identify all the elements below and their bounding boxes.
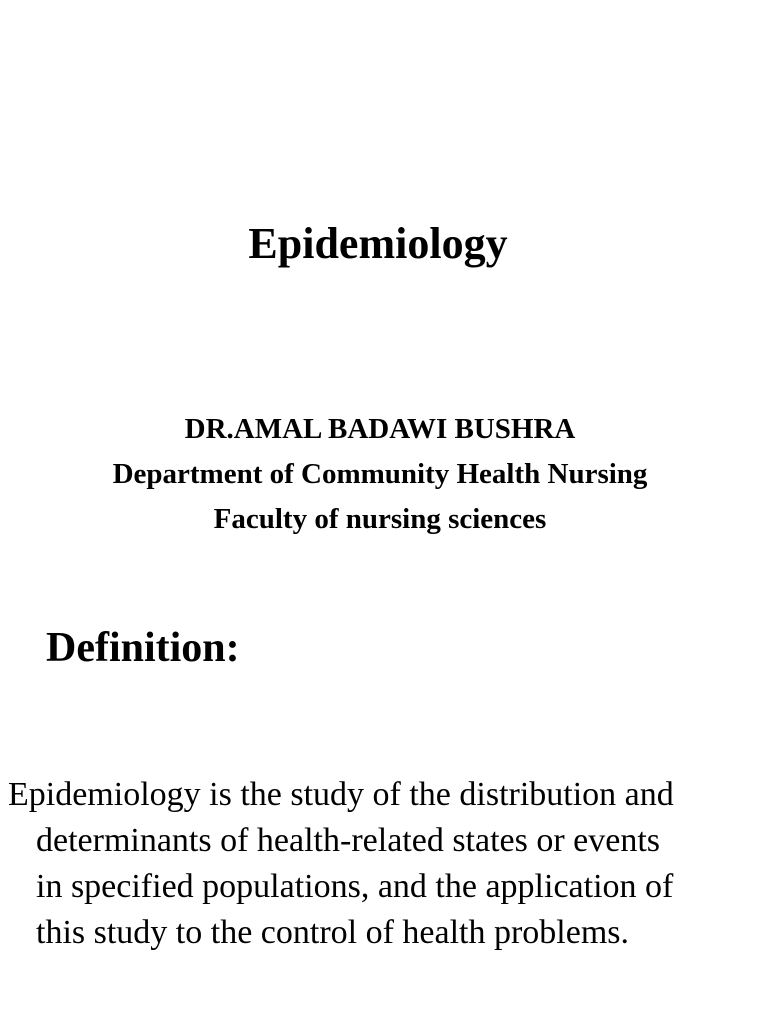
author-block (0, 407, 760, 542)
definition-line: in specified populations, and the application of (36, 868, 674, 905)
document-title: Epidemiology (248, 219, 508, 268)
author-department: Department of Community Health Nursing (112, 458, 648, 490)
definition-line: Epidemiology is the study of the distribution and (8, 776, 674, 813)
author-faculty: Faculty of nursing sciences (213, 503, 547, 535)
author-name: DR.AMAL BADAWI BUSHRA (184, 413, 576, 445)
definition-line: determinants of health-related states or events (36, 822, 661, 859)
definition-paragraph (0, 772, 768, 956)
section-heading: Definition: (46, 625, 240, 671)
definition-line: this study to the control of health problems. (36, 914, 630, 951)
